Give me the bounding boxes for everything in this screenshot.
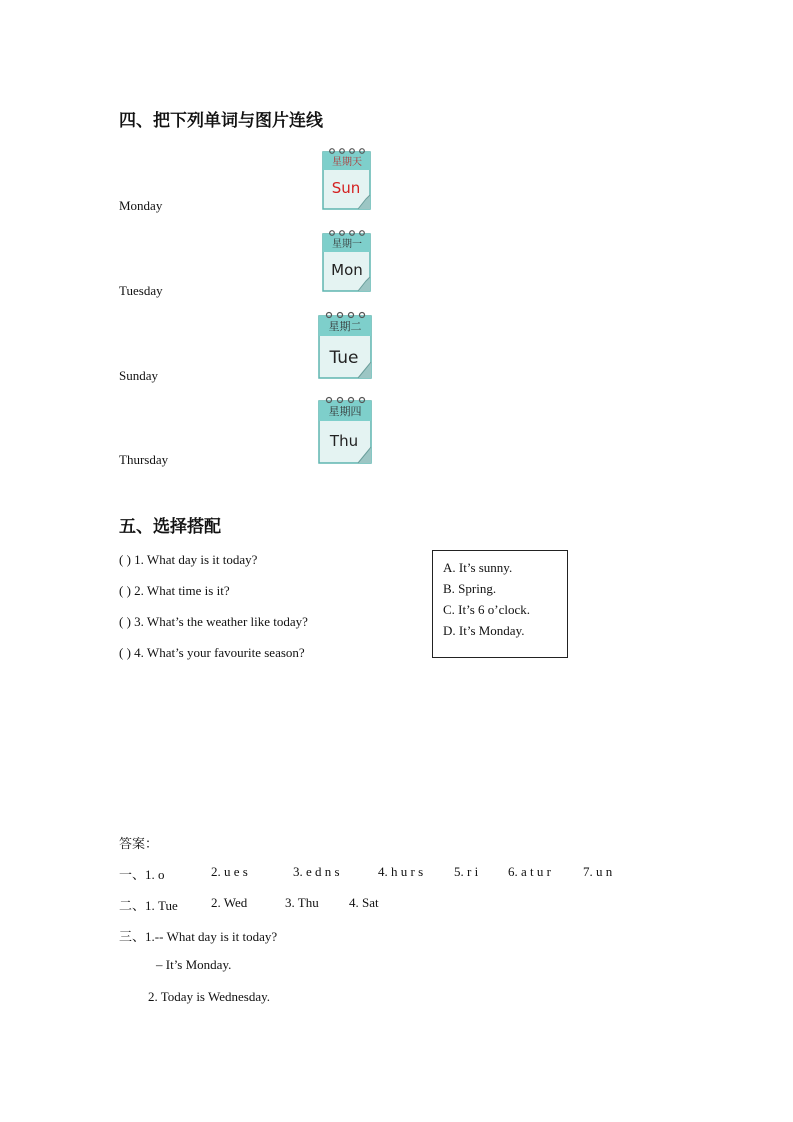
answer-1-4: 4. h u r s bbox=[378, 864, 424, 879]
answer-1-3: 3. e d n s bbox=[293, 864, 340, 879]
answers-row-1 bbox=[0, 864, 793, 882]
calendar-header-sun: 星期天 bbox=[332, 157, 362, 168]
calendar-label-tue: Tue bbox=[329, 348, 359, 368]
question-2: ( ) 2. What time is it? bbox=[119, 583, 230, 598]
calendar-thu bbox=[318, 395, 368, 465]
question-4: ( ) 4. What’s your favourite season? bbox=[119, 645, 305, 660]
answer-1-1: 一、1. o bbox=[119, 867, 165, 882]
calendar-header-mon: 星期一 bbox=[332, 239, 362, 250]
answer-2-4: 4. Sat bbox=[349, 895, 379, 910]
options-box bbox=[432, 550, 568, 658]
answers-row-5: 2. Today is Wednesday. bbox=[148, 989, 271, 1004]
section-5-title: 五、选择搭配 bbox=[119, 517, 221, 537]
answer-1-7: 7. u n bbox=[583, 864, 613, 879]
word-monday: Monday bbox=[119, 198, 163, 213]
answers-row-2 bbox=[0, 895, 793, 913]
calendar-tue bbox=[318, 310, 368, 380]
calendar-label-thu: Thu bbox=[329, 432, 359, 450]
answer-2-3: 3. Thu bbox=[285, 895, 319, 910]
question-3: ( ) 3. What’s the weather like today? bbox=[119, 614, 308, 629]
calendar-header-tue: 星期二 bbox=[328, 320, 362, 333]
answer-1-2: 2. u e s bbox=[211, 864, 248, 879]
word-sunday: Sunday bbox=[119, 368, 158, 383]
option-b: B. Spring. bbox=[443, 581, 497, 596]
option-d: D. It’s Monday. bbox=[443, 623, 525, 638]
calendar-mon bbox=[322, 229, 372, 293]
question-1: ( ) 1. What day is it today? bbox=[119, 552, 258, 567]
calendar-label-mon: Mon bbox=[331, 261, 363, 279]
calendar-sun bbox=[322, 147, 372, 211]
answers-label: 答案： bbox=[119, 836, 159, 851]
calendar-label-sun: Sun bbox=[331, 179, 361, 197]
section-4-title: 四、把下列单词与图片连线 bbox=[119, 111, 323, 131]
option-c: C. It’s 6 o’clock. bbox=[443, 602, 531, 617]
answers-row-3: 三、1.-- What day is it today? bbox=[119, 929, 278, 944]
answer-2-1: 二、1. Tue bbox=[119, 898, 178, 913]
answers-row-4: – It’s Monday. bbox=[156, 957, 232, 972]
word-thursday: Thursday bbox=[119, 452, 169, 467]
option-a: A. It’s sunny. bbox=[443, 560, 513, 575]
answer-1-6: 6. a t u r bbox=[508, 864, 551, 879]
calendar-header-thu: 星期四 bbox=[328, 405, 362, 418]
answer-2-2: 2. Wed bbox=[211, 895, 248, 910]
word-tuesday: Tuesday bbox=[119, 283, 163, 298]
answer-1-5: 5. r i bbox=[454, 864, 479, 879]
